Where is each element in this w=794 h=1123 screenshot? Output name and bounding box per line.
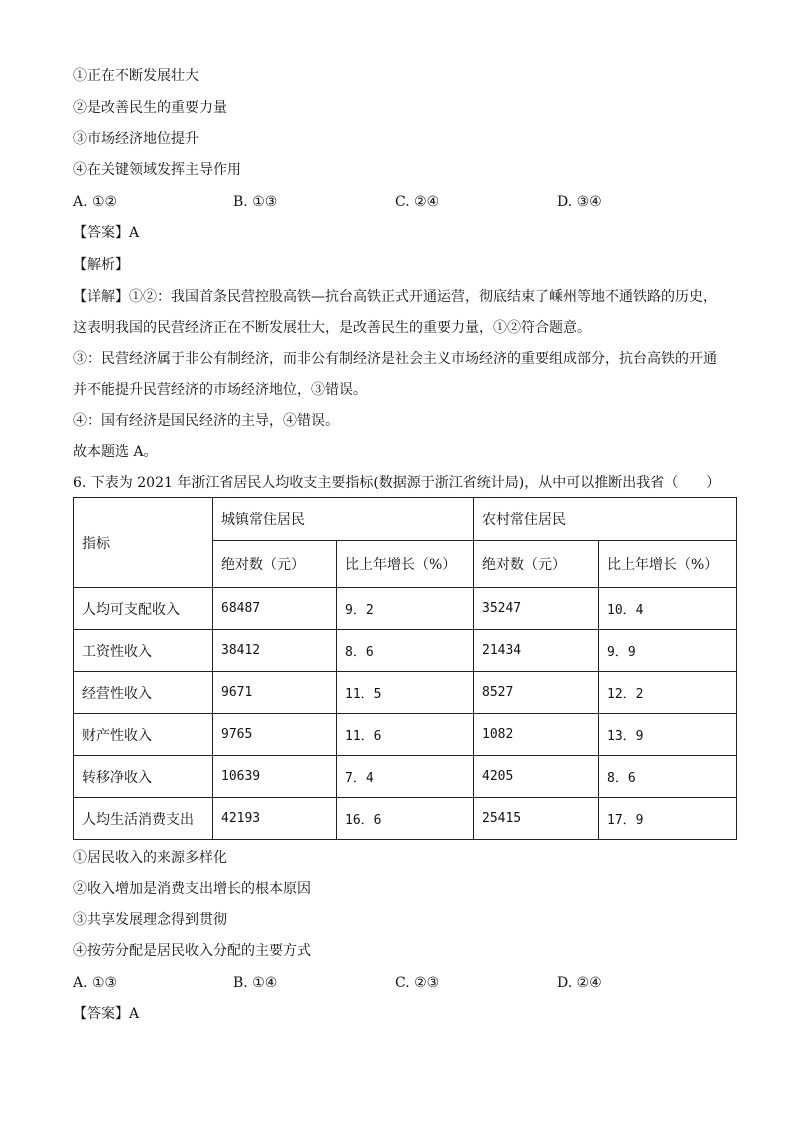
rural-growth-cell: 8．6 [599, 756, 737, 798]
q5-detail-line-4: 并不能提升民营经济的市场经济地位，③错误。 [73, 382, 367, 398]
q5-statement-1: ①正在不断发展壮大 [73, 68, 199, 84]
table-row [74, 672, 737, 714]
q5-statement-2: ②是改善民生的重要力量 [73, 100, 227, 116]
row-label: 经营性收入 [74, 672, 213, 714]
urban-abs-cell: 10639 [213, 756, 337, 798]
answer-label: 【答案】 [73, 225, 129, 241]
answer-value: A [129, 1006, 140, 1022]
q6-statement-1: ①居民收入的来源多样化 [73, 850, 227, 866]
rural-abs-cell: 25415 [474, 798, 599, 840]
table-sub-urban-abs: 绝对数（元） [213, 541, 337, 588]
q5-option-a: A. ①② [73, 194, 118, 210]
row-label: 转移净收入 [74, 756, 213, 798]
urban-abs-cell: 42193 [213, 798, 337, 840]
q5-option-d: D. ③④ [557, 194, 602, 210]
q6-statement-4: ④按劳分配是居民收入分配的主要方式 [73, 943, 311, 959]
table-sub-rural-growth: 比上年增长（%） [599, 541, 737, 588]
q5-option-b: B. ①③ [233, 194, 278, 210]
urban-growth-cell: 11．5 [337, 672, 474, 714]
rural-abs-cell: 8527 [474, 672, 599, 714]
q5-detail-line-2: 这表明我国的民营经济正在不断发展壮大，是改善民生的重要力量，①②符合题意。 [73, 320, 591, 336]
q6-option-d: D. ②④ [557, 975, 602, 991]
q5-conclusion: 故本题选 A。 [73, 444, 158, 460]
urban-growth-cell: 9．2 [337, 588, 474, 630]
urban-abs-cell: 9671 [213, 672, 337, 714]
rural-abs-cell: 1082 [474, 714, 599, 756]
table-corner-header: 指标 [74, 498, 213, 588]
table-row [74, 798, 737, 840]
detail-text-1: ①②：我国首条民营控股高铁—抗台高铁正式开通运营，彻底结束了嵊州等地不通铁路的历史， [129, 289, 717, 305]
q5-analysis-label: 【解析】 [73, 257, 129, 273]
table-row [74, 756, 737, 798]
q5-statement-3: ③市场经济地位提升 [73, 131, 199, 147]
row-label: 人均可支配收入 [74, 588, 213, 630]
answer-value: A [129, 225, 140, 241]
q5-answer [73, 223, 139, 243]
table-row [74, 714, 737, 756]
urban-abs-cell: 68487 [213, 588, 337, 630]
row-label: 财产性收入 [74, 714, 213, 756]
rural-growth-cell: 9．9 [599, 630, 737, 672]
table-row [74, 630, 737, 672]
detail-label: 【详解】 [73, 289, 129, 305]
q5-detail-line-3: ③：民营经济属于非公有制经济，而非公有制经济是社会主义市场经济的重要组成部分，抗台高铁的开通 [73, 351, 717, 367]
rural-abs-cell: 35247 [474, 588, 599, 630]
q6-answer [73, 1004, 139, 1024]
table-row [74, 588, 737, 630]
answer-label: 【答案】 [73, 1006, 129, 1022]
row-label: 工资性收入 [74, 630, 213, 672]
q6-statement-3: ③共享发展理念得到贯彻 [73, 912, 227, 928]
q6-option-c: C. ②③ [395, 975, 440, 991]
q6-stem: 6. 下表为 2021 年浙江省居民人均收支主要指标(数据源于浙江省统计局)，从中可以推断出我省（ ） [73, 475, 721, 491]
rural-growth-cell: 12．2 [599, 672, 737, 714]
q6-option-b: B. ①④ [233, 975, 278, 991]
rural-growth-cell: 13．9 [599, 714, 737, 756]
rural-abs-cell: 21434 [474, 630, 599, 672]
q6-statement-2: ②收入增加是消费支出增长的根本原因 [73, 881, 311, 897]
rural-growth-cell: 17．9 [599, 798, 737, 840]
rural-growth-cell: 10．4 [599, 588, 737, 630]
urban-abs-cell: 38412 [213, 630, 337, 672]
urban-growth-cell: 8．6 [337, 630, 474, 672]
q6-option-a: A. ①③ [73, 975, 118, 991]
urban-growth-cell: 7．4 [337, 756, 474, 798]
table-sub-rural-abs: 绝对数（元） [474, 541, 599, 588]
table-group-rural: 农村常住居民 [474, 498, 737, 541]
urban-growth-cell: 11．6 [337, 714, 474, 756]
urban-abs-cell: 9765 [213, 714, 337, 756]
table-group-urban: 城镇常住居民 [213, 498, 474, 541]
q5-statement-4: ④在关键领域发挥主导作用 [73, 162, 241, 178]
q5-detail-line-5: ④：国有经济是国民经济的主导，④错误。 [73, 413, 339, 429]
urban-growth-cell: 16．6 [337, 798, 474, 840]
q6-data-table [73, 497, 737, 840]
q5-detail-line-1 [73, 287, 717, 307]
rural-abs-cell: 4205 [474, 756, 599, 798]
q5-option-c: C. ②④ [395, 194, 440, 210]
row-label: 人均生活消费支出 [74, 798, 213, 840]
table-sub-urban-growth: 比上年增长（%） [337, 541, 474, 588]
